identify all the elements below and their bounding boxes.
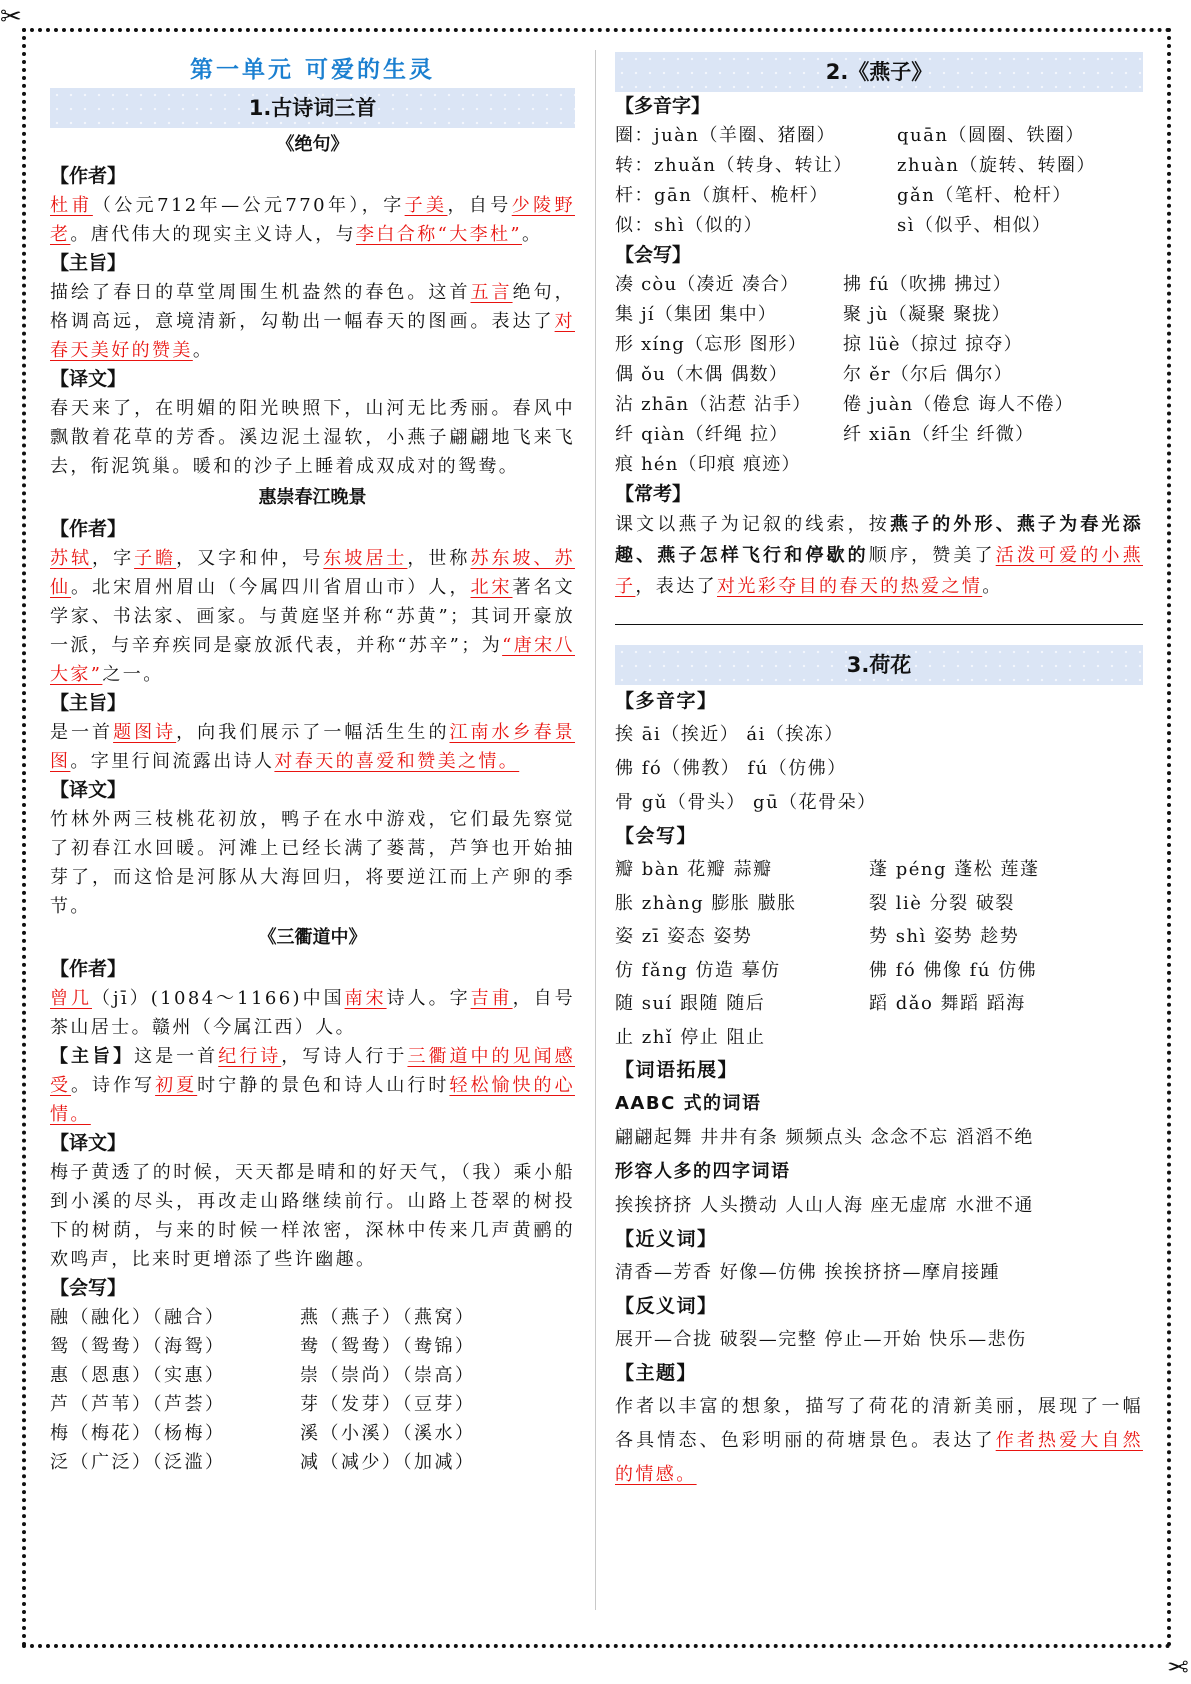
highlighted-keyword: 活泼可爱的小燕子: [615, 545, 1143, 597]
grid-cell: 似：shì（似的）: [615, 215, 764, 236]
lotus-extras: [615, 1054, 1143, 1390]
grid-cell: 尔 ěr（尔后 偶尔）: [843, 364, 1013, 385]
list-item: 佛 fó（佛教） fú（仿佛）: [615, 758, 847, 779]
write-grid: [50, 1303, 575, 1477]
text-segment: 。北宋眉州眉山（今属四川省眉山市）人，: [71, 577, 471, 598]
highlighted-keyword: 三衢道中的见闻感受: [50, 1046, 576, 1096]
author-text: [50, 544, 575, 689]
section-tag-antonyms: 【反义词】: [615, 1295, 718, 1317]
text-segment: 。: [522, 224, 543, 245]
section-rule: [615, 624, 1143, 625]
grid-cell: 偶 ǒu（木偶 偶数）: [615, 364, 789, 385]
highlighted-keyword: 北宋: [470, 577, 513, 598]
bold-phrase: 燕子的外形、燕子为春光添趣、燕子怎样飞行和停歇的: [615, 514, 1143, 566]
section-tag-translation: 【译文】: [50, 779, 127, 801]
poem-title: 《绝句》: [276, 134, 349, 155]
text-segment: 这是一首: [134, 1046, 219, 1067]
grid-cell: 集 jí（集团 集中）: [615, 304, 777, 325]
left-column: [50, 52, 575, 1477]
text-segment: ，自号: [447, 195, 512, 216]
grid-cell: 鸳（鸳鸯）（海鸳）: [50, 1336, 226, 1357]
grid-cell: 仿 fǎng 仿造 摹仿: [615, 959, 781, 981]
grid-cell: quān（圆圈、铁圈）: [897, 125, 1085, 146]
section-tag-write: 【会写】: [615, 825, 698, 847]
text-segment: 。诗作写: [71, 1075, 156, 1096]
text-segment: （公元712年—公元770年），字: [92, 195, 405, 216]
grid-cell: 溪（小溪）（溪水）: [300, 1423, 476, 1444]
theme-block: [50, 1042, 575, 1129]
text-segment: 。: [192, 340, 214, 361]
section-tag-theme: 【主旨】: [50, 1046, 135, 1067]
highlighted-keyword: 对春天的喜爱和赞美之情。: [274, 751, 520, 772]
grid-cell: 痕 hén（印痕 痕迹）: [615, 454, 801, 475]
highlighted-keyword: 少陵野老: [50, 195, 575, 245]
text-segment: 是一首: [50, 722, 114, 743]
exam-text: [615, 509, 1143, 602]
section-tag-author: 【作者】: [50, 518, 127, 540]
subheading-crowd-words: 形容人多的四字词语: [615, 1161, 791, 1182]
highlighted-keyword: 轻松愉快的心情。: [50, 1075, 575, 1125]
section-tag-author: 【作者】: [50, 165, 127, 187]
right-column: [615, 52, 1143, 1492]
theme-text: [615, 1390, 1143, 1492]
highlighted-keyword: 对光彩夺目的春天的热爱之情: [717, 576, 983, 597]
text-segment: 。唐代伟大的现实主义诗人，与: [70, 224, 357, 245]
author-text: [50, 984, 575, 1042]
poem-title: 惠崇春江晚景: [258, 487, 367, 508]
write-grid: [615, 853, 1143, 1054]
translation-text: 春天来了，在明媚的阳光映照下，山河无比秀丽。春风中飘散着花草的芳香。溪边泥土湿软，小燕子翩翩地飞来飞去，衔泥筑巢。暖和的沙子上睡着成双成对的鸳鸯。: [50, 398, 575, 477]
crowd-words: 挨挨挤挤 人头攒动 人山人海 座无虚席 水泄不通: [615, 1195, 1034, 1216]
text-segment: 时宁静的景色和诗人山行时: [197, 1075, 450, 1096]
text-segment: 。字里行间流露出诗人: [70, 751, 275, 772]
highlighted-keyword: 江南水乡春景图: [50, 722, 576, 772]
highlighted-keyword: 曾几: [50, 988, 92, 1009]
list-item: 挨 āi（挨近） ái（挨冻）: [615, 724, 844, 745]
grid-cell: 倦 juàn（倦怠 诲人不倦）: [843, 394, 1074, 415]
text-segment: 之一。: [102, 664, 164, 685]
scissors-icon: ✂: [1167, 1650, 1189, 1680]
grid-cell: 减（减少）（加减）: [300, 1452, 476, 1473]
grid-cell: 止 zhǐ 停止 阻止: [615, 1026, 766, 1048]
section-tag-word-extension: 【词语拓展】: [615, 1059, 739, 1081]
grid-cell: 掠 lüè（掠过 掠夺）: [843, 334, 1023, 355]
highlighted-keyword: 纪行诗: [218, 1046, 282, 1067]
synonyms-text: 清香—芳香 好像—仿佛 挨挨挤挤—摩肩接踵: [615, 1262, 1000, 1283]
grid-cell: 圈：juàn（羊圈、猪圈）: [615, 125, 836, 146]
grid-cell: 蹈 dǎo 舞蹈 蹈海: [869, 993, 1026, 1014]
section-tag-polyphone: 【多音字】: [615, 95, 711, 117]
scissors-icon: ✂: [0, 2, 22, 32]
grid-cell: sì（似乎、相似）: [897, 215, 1052, 236]
grid-cell: [843, 450, 1143, 480]
grid-cell: 惠（恩惠）（实惠）: [50, 1365, 226, 1386]
grid-cell: 瓣 bàn 花瓣 蒜瓣: [615, 859, 773, 880]
polyphone-list: [615, 718, 1143, 820]
grid-cell: 佛 fó 佛像 fú 仿佛: [869, 959, 1038, 981]
grid-cell: gǎn（笔杆、枪杆）: [897, 185, 1072, 206]
column-divider: [595, 50, 596, 1610]
highlighted-keyword: 苏东坡、苏仙: [50, 548, 575, 598]
text-segment: ，表达了: [635, 576, 718, 597]
grid-cell: 燕（燕子）（燕窝）: [300, 1307, 476, 1328]
text-segment: （jī）(1084～1166)中国: [92, 988, 345, 1009]
polyphone-grid: [615, 121, 1143, 241]
subheading-aabc: AABC 式的词语: [615, 1093, 762, 1114]
text-segment: 诗人。字: [386, 988, 471, 1009]
section-tag-synonyms: 【近义词】: [615, 1228, 718, 1250]
grid-cell: 杆：gān（旗杆、桅杆）: [615, 185, 829, 206]
highlighted-keyword: 苏轼: [50, 548, 93, 569]
text-segment: 著名文学家、书法家、画家。与黄庭坚并称“苏黄”；其词开豪放一派，与辛弃疾同是豪放派代表，并称“苏辛”；为: [50, 577, 575, 656]
translation-text: 梅子黄透了的时候，天天都是晴和的好天气，（我）乘小船到小溪的尽头，再改走山路继续前行。山路上苍翠的树投下的树荫，与来的时候一样浓密，深林中传来几声黄鹂的欢鸣声，比来时更增添了些许幽趣。: [50, 1162, 575, 1270]
grid-cell: 梅（梅花）（杨梅）: [50, 1423, 226, 1444]
grid-cell: 拂 fú（吹拂 拂过）: [843, 274, 1012, 295]
highlighted-keyword: 五言: [470, 282, 513, 303]
translation-text: 竹林外两三枝桃花初放，鸭子在水中游戏，它们最先察觉了初春江水回暖。河滩上已经长满了蒌蒿，芦笋也开始抽芽了，而这恰是河豚从大海回归，将要逆江而上产卵的季节。: [50, 809, 575, 917]
grid-cell: 胀 zhàng 膨胀 臌胀: [615, 892, 797, 914]
grid-cell: 鸯（鸳鸯）（鸯锦）: [300, 1336, 476, 1357]
grid-cell: 沾 zhān（沾惹 沾手）: [615, 394, 812, 415]
grid-cell: 随 suí 跟随 随后: [615, 993, 766, 1014]
highlighted-keyword: 李白合称“大李杜”: [356, 224, 523, 245]
grid-cell: 转：zhuǎn（转身、转让）: [615, 155, 853, 176]
grid-cell: 聚 jù（凝聚 聚拢）: [843, 304, 1011, 325]
highlighted-keyword: 作者热爱大自然的情感。: [615, 1430, 1143, 1485]
grid-cell: 融（融化）（融合）: [50, 1307, 226, 1328]
highlighted-keyword: 子瞻: [134, 548, 177, 569]
text-segment: 顺序，赞美了: [868, 545, 996, 566]
grid-cell: 姿 zī 姿态 姿势: [615, 926, 753, 947]
section-tag-author: 【作者】: [50, 958, 127, 980]
section-tag-translation: 【译文】: [50, 368, 127, 390]
section-tag-write: 【会写】: [50, 1277, 127, 1299]
text-segment: ，字: [92, 548, 135, 569]
grid-cell: 芽（发芽）（豆芽）: [300, 1394, 476, 1415]
highlighted-keyword: 题图诗: [113, 722, 177, 743]
lesson-title-band: 1.古诗词三首: [50, 88, 575, 128]
poem-title: 《三衢道中》: [258, 927, 367, 948]
grid-cell: 纤 qiàn（纤绳 拉）: [615, 424, 789, 445]
section-tag-exam: 【常考】: [615, 483, 692, 505]
grid-cell: 泛（广泛）（泛滥）: [50, 1452, 226, 1473]
section-tag-write: 【会写】: [615, 244, 692, 266]
highlighted-keyword: “唐宋八大家”: [50, 635, 575, 685]
section-tag-theme: 【主题】: [615, 1362, 698, 1384]
grid-cell: 芦（芦苇）（芦荟）: [50, 1394, 226, 1415]
section-tag-polyphone: 【多音字】: [615, 690, 718, 712]
lesson-title-band: 3.荷花: [615, 645, 1143, 685]
text-segment: 课文以燕子为记叙的线索，按: [615, 514, 890, 535]
grid-cell: 裂 liè 分裂 破裂: [869, 892, 1015, 914]
grid-cell: 形 xíng（忘形 图形）: [615, 334, 808, 355]
highlighted-keyword: 南宋: [344, 988, 387, 1009]
highlighted-keyword: 杜甫: [50, 195, 93, 216]
highlighted-keyword: 子美: [404, 195, 448, 216]
grid-cell: 势 shì 姿势 趁势: [869, 926, 1020, 947]
text-segment: 绝句，格调高远，意境清新，勾勒出一幅春天的图画。表达了: [50, 282, 576, 332]
highlighted-keyword: 初夏: [155, 1075, 198, 1096]
lotus-section: [615, 685, 1143, 853]
antonyms-text: 展开—合拢 破裂—完整 停止—开始 快乐—悲伤: [615, 1329, 1027, 1350]
lesson-title-band: 2.《燕子》: [615, 52, 1143, 92]
grid-cell: 蓬 péng 蓬松 莲蓬: [869, 859, 1040, 880]
text-segment: 作者以丰富的想象，描写了荷花的清新美丽，展现了一幅各具情态、色彩明丽的荷塘景色。表达了: [615, 1396, 1143, 1451]
write-grid: [615, 270, 1143, 480]
section-tag-translation: 【译文】: [50, 1132, 127, 1154]
highlighted-keyword: 对春天美好的赞美: [50, 311, 575, 361]
text-segment: 。: [982, 576, 1003, 597]
text-segment: ，自号茶山居士。赣州（今属江西）人。: [50, 988, 575, 1038]
theme-text: [50, 718, 575, 776]
author-text: [50, 191, 575, 249]
text-segment: 描绘了春日的草堂周围生机盎然的春色。这首: [50, 282, 471, 303]
text-segment: ，又字和仲，号: [176, 548, 324, 569]
text-segment: ，写诗人行于: [281, 1046, 408, 1067]
text-segment: ，世称: [407, 548, 471, 569]
grid-cell: 崇（崇尚）（崇高）: [300, 1365, 476, 1386]
list-item: 骨 gǔ（骨头） gū（花骨朵）: [615, 792, 877, 813]
grid-cell: 纤 xiān（纤尘 纤微）: [843, 424, 1035, 445]
highlighted-keyword: 吉甫: [470, 988, 513, 1009]
grid-cell: [869, 1021, 1143, 1055]
grid-cell: zhuàn（旋转、转圈）: [897, 155, 1096, 176]
text-segment: ，向我们展示了一幅活生生的: [176, 722, 450, 743]
aabc-words: 翩翩起舞 井井有条 频频点头 念念不忘 滔滔不绝: [615, 1127, 1034, 1148]
unit-title: 第一单元 可爱的生灵: [189, 57, 435, 83]
section-tag-theme: 【主旨】: [50, 692, 127, 714]
theme-text: [50, 278, 575, 365]
section-tag-theme: 【主旨】: [50, 252, 127, 274]
highlighted-keyword: 东坡居士: [323, 548, 408, 569]
grid-cell: 凑 còu（凑近 凑合）: [615, 274, 800, 295]
